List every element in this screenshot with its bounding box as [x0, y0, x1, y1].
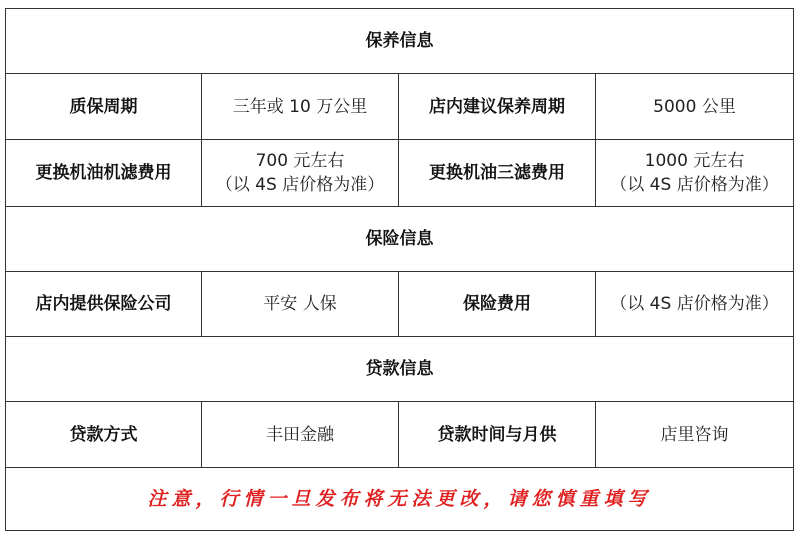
insurance-fee-value: （以 4S 店价格为准）	[596, 272, 794, 337]
loan-method-label: 贷款方式	[6, 402, 202, 468]
warranty-row	[6, 74, 794, 140]
oil-filter-cost-value	[202, 140, 399, 207]
warranty-value: 三年或 10 万公里	[202, 74, 399, 140]
oil-filter-price-note: （以 4S 店价格为准）	[215, 175, 385, 195]
notice-text: 注意，行情一旦发布将无法更改，请您慎重填写	[6, 468, 794, 531]
info-table	[5, 8, 794, 531]
insurance-company-value: 平安 人保	[202, 272, 399, 337]
three-filter-price-note: （以 4S 店价格为准）	[610, 175, 779, 195]
filter-cost-row	[6, 140, 794, 207]
insurance-fee-label: 保险费用	[399, 272, 596, 337]
service-interval-value: 5000 公里	[596, 74, 794, 140]
service-interval-label: 店内建议保养周期	[399, 74, 596, 140]
loan-method-value: 丰田金融	[202, 402, 399, 468]
warranty-label: 质保周期	[6, 74, 202, 140]
insurance-row	[6, 272, 794, 337]
oil-filter-price: 700 元左右	[255, 151, 345, 171]
loan-row	[6, 402, 794, 468]
insurance-section-row	[6, 207, 794, 272]
three-filter-cost-label: 更换机油三滤费用	[399, 140, 596, 207]
maintenance-section-title: 保养信息	[6, 9, 794, 74]
loan-term-value: 店里咨询	[596, 402, 794, 468]
notice-row	[6, 468, 794, 531]
loan-term-label: 贷款时间与月供	[399, 402, 596, 468]
insurance-section-title: 保险信息	[6, 207, 794, 272]
loan-section-row	[6, 337, 794, 402]
loan-section-title: 贷款信息	[6, 337, 794, 402]
oil-filter-cost-label: 更换机油机滤费用	[6, 140, 202, 207]
insurance-company-label: 店内提供保险公司	[6, 272, 202, 337]
three-filter-cost-value	[596, 140, 794, 207]
three-filter-price: 1000 元左右	[644, 151, 745, 171]
maintenance-section-row	[6, 9, 794, 74]
